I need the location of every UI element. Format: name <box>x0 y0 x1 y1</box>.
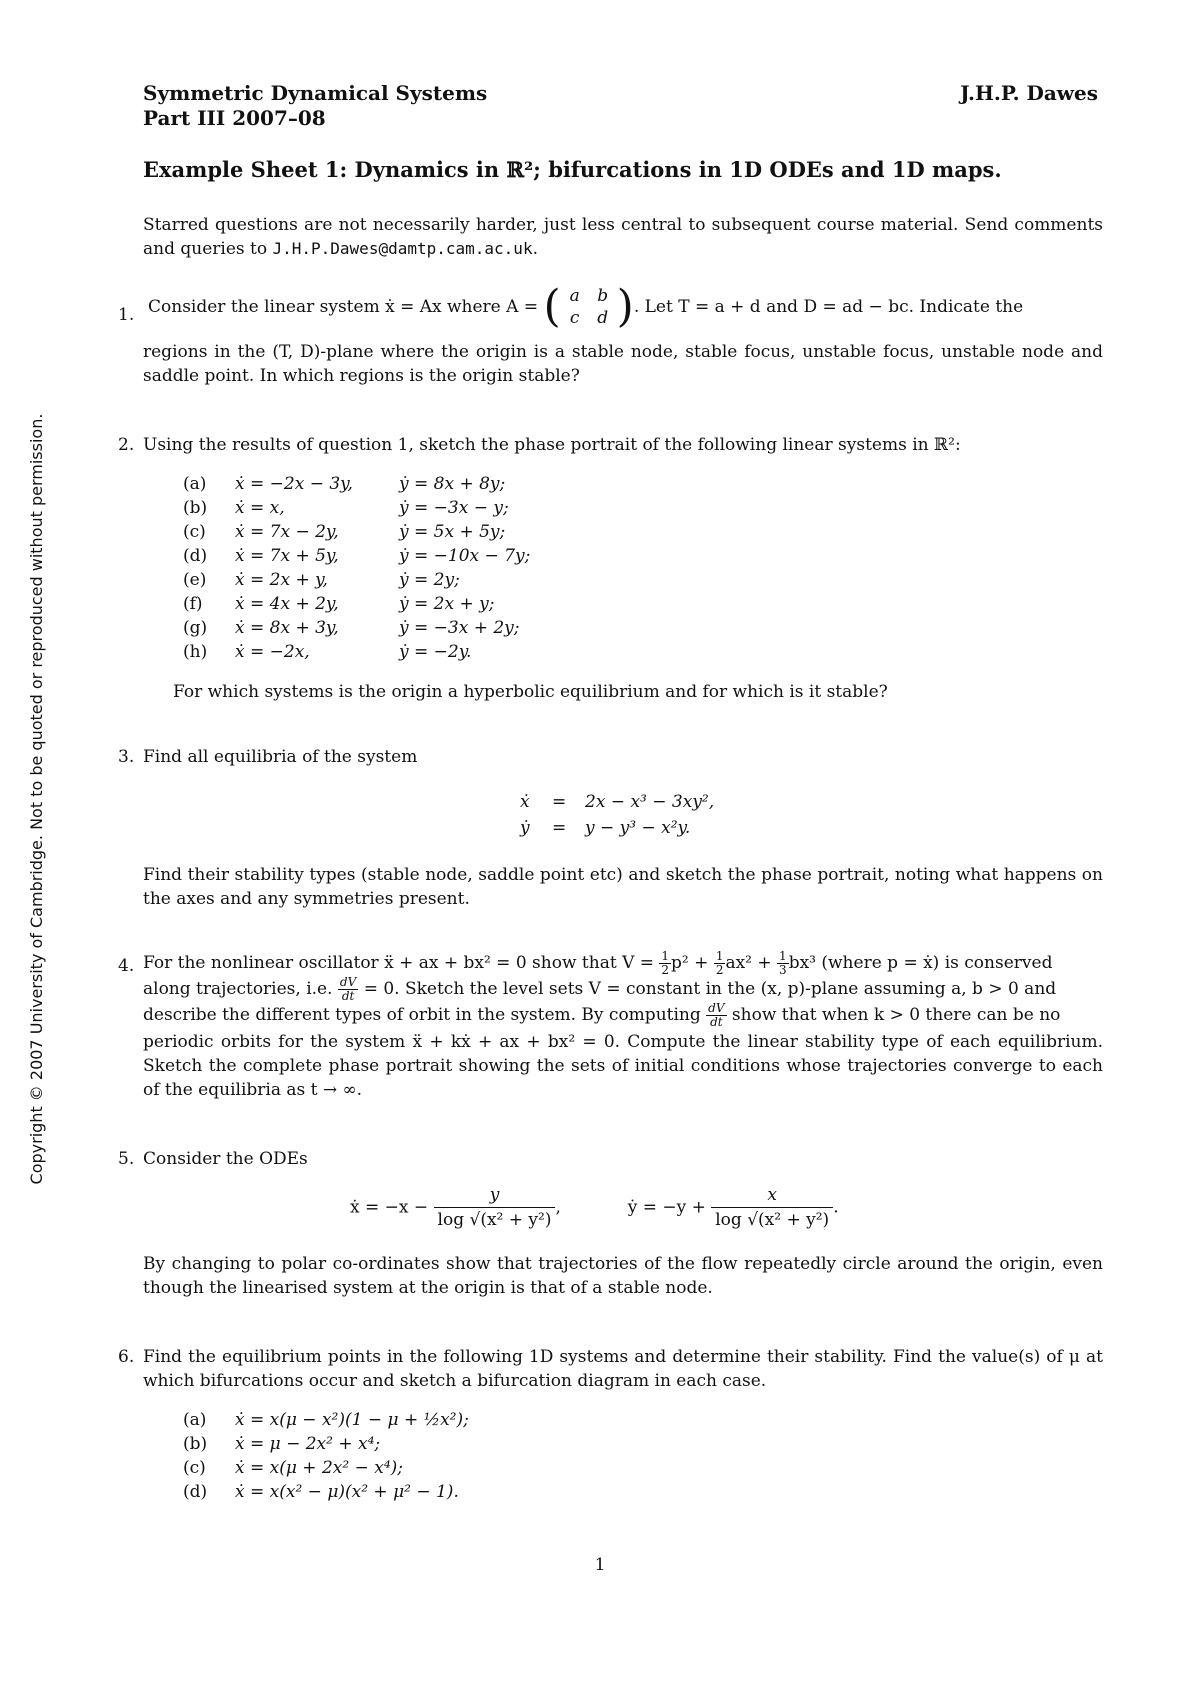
system-label: (a) <box>183 474 207 494</box>
system-ydot: ẏ = 2x + y; <box>399 594 495 614</box>
system-label: (c) <box>183 1458 206 1478</box>
q4-number: 4. <box>118 956 135 976</box>
q2-number: 2. <box>118 435 135 455</box>
page-number: 1 <box>594 1555 606 1575</box>
system-ydot: ẏ = −3x + 2y; <box>399 618 520 638</box>
frac-den: 2 <box>715 963 724 977</box>
frac-num: 1 <box>715 949 724 963</box>
matrix-entry: d <box>597 308 609 328</box>
eq2-sign: = <box>552 818 567 838</box>
q4-l3a: describe the different types of orbit in the system. By computing <box>143 1005 701 1025</box>
eq1-rhs: 2x − x³ − 3xy², <box>585 792 715 812</box>
frac-den: 2 <box>661 963 670 977</box>
frac-den: dt <box>341 989 355 1003</box>
system-ydot: ẏ = 8x + 8y; <box>399 474 506 494</box>
system-equation: ẋ = μ − 2x² + x⁴; <box>235 1434 381 1454</box>
frac-num: 1 <box>779 949 787 963</box>
q4-l2a: along trajectories, i.e. <box>143 979 333 999</box>
q1-lead: Consider the linear system ẋ = Ax where A = <box>148 297 539 317</box>
fraction-dVdt <box>706 1002 726 1029</box>
system-label: (g) <box>183 618 208 638</box>
fraction-dVdt <box>338 976 358 1003</box>
frac-den: dt <box>710 1015 723 1029</box>
contact-email[interactable]: J.H.P.Dawes@damtp.cam.ac.uk <box>272 239 533 258</box>
frac-num: dV <box>708 1001 725 1015</box>
q5-e1-lhs: ẋ = −x − <box>350 1197 429 1218</box>
frac-den: 3 <box>779 963 787 977</box>
intro-end: . <box>532 239 538 259</box>
eq1-lhs: ẋ <box>520 792 530 812</box>
q3-follow: Find their stability types (stable node, saddle point etc) and sketch the phase portrait, noting what happens on the axes and any symmetries present. <box>143 865 1103 909</box>
frac-den: log √(x² + y²) <box>437 1210 552 1230</box>
system-xdot: ẋ = 7x + 5y, <box>235 546 339 566</box>
system-label: (b) <box>183 1434 208 1454</box>
q5-e1-end: , <box>555 1197 561 1218</box>
sheet-title: Example Sheet 1: Dynamics in ℝ²; bifurcations in 1D ODEs and 1D maps. <box>143 157 1002 182</box>
q5-e1-fraction <box>434 1183 556 1232</box>
course-part: Part III 2007–08 <box>143 106 326 130</box>
system-xdot: ẋ = 4x + 2y, <box>235 594 339 614</box>
intro-text: Starred questions are not necessarily harder, just less central to subsequent course material. Send comments and queries to <box>143 215 1103 259</box>
system-xdot: ẋ = −2x − 3y, <box>235 474 353 494</box>
system-xdot: ẋ = x, <box>235 498 285 518</box>
system-label: (a) <box>183 1410 207 1430</box>
q5-text: Consider the ODEs <box>143 1149 308 1169</box>
matrix-entry: b <box>597 286 609 306</box>
q4-line2 <box>143 976 1103 1003</box>
q3-text: Find all equilibria of the system <box>143 747 418 767</box>
matrix-right-paren: ) <box>616 281 634 332</box>
matrix-A <box>561 285 617 329</box>
q1-line2: regions in the (T, D)-plane where the origin is a stable node, stable focus, unstable focus, unstable node and saddle point. In which regions is the origin stable? <box>143 342 1103 386</box>
system-label: (f) <box>183 594 203 614</box>
frac-num: dV <box>339 975 357 989</box>
system-label: (d) <box>183 1482 208 1502</box>
q3-number: 3. <box>118 747 135 767</box>
system-ydot: ẏ = −10x − 7y; <box>399 546 531 566</box>
fraction-half <box>659 950 671 977</box>
system-ydot: ẏ = −3x − y; <box>399 498 509 518</box>
intro-paragraph <box>143 213 1103 261</box>
q4-l1a: For the nonlinear oscillator ẍ + ax + bx² = 0 show that V = <box>143 953 654 973</box>
q4-l3b: show that when k > 0 there can be no <box>731 1005 1061 1025</box>
system-label: (c) <box>183 522 206 542</box>
system-xdot: ẋ = 8x + 3y, <box>235 618 339 638</box>
q6-text: Find the equilibrium points in the following 1D systems and determine their stability. Find the value(s) of μ at which bifurcations occur and sketch a bifurcation diagram in each case. <box>143 1347 1103 1391</box>
eq2-rhs: y − y³ − x²y. <box>585 818 691 838</box>
matrix-entry: c <box>569 308 580 328</box>
q5-equations <box>350 1183 950 1232</box>
q3-equations <box>0 790 1200 842</box>
q2-follow: For which systems is the origin a hyperbolic equilibrium and for which is it stable? <box>173 682 888 702</box>
course-title: Symmetric Dynamical Systems <box>143 81 488 105</box>
frac-num: y <box>434 1183 556 1208</box>
eq1-sign: = <box>552 792 567 812</box>
system-equation: ẋ = x(μ − x²)(1 − μ + ½x²); <box>235 1410 469 1430</box>
q6-number: 6. <box>118 1347 135 1367</box>
q4-rest: periodic orbits for the system ẍ + kẋ + ax + bx² = 0. Compute the linear stability type of each equilibrium. Sketch the complete phase portrait showing the sets of initial conditions whose trajectories converge to each of the equilibria as t → ∞. <box>143 1032 1103 1100</box>
fraction-third <box>777 950 789 977</box>
frac-den: log √(x² + y²) <box>715 1210 830 1230</box>
fraction-half <box>714 950 726 977</box>
system-xdot: ẋ = −2x, <box>235 642 310 662</box>
system-equation: ẋ = x(μ + 2x² − x⁴); <box>235 1458 403 1478</box>
system-label: (b) <box>183 498 208 518</box>
q1-number: 1. <box>118 305 135 325</box>
q4-l1d: bx³ (where p = ẋ) is conserved <box>788 953 1053 973</box>
q4-l1b: p² + <box>671 953 709 973</box>
q5-e2-lhs: ẏ = −y + <box>627 1197 706 1218</box>
system-xdot: ẋ = 2x + y, <box>235 570 328 590</box>
system-label: (d) <box>183 546 208 566</box>
q5-e2-end: . <box>833 1197 839 1218</box>
q4-l2b: = 0. Sketch the level sets V = constant in the (x, p)-plane assuming a, b > 0 and <box>363 979 1057 999</box>
system-ydot: ẏ = 5x + 5y; <box>399 522 506 542</box>
q5-number: 5. <box>118 1149 135 1169</box>
system-label: (h) <box>183 642 208 662</box>
system-equation: ẋ = x(x² − μ)(x² + μ² − 1). <box>235 1482 459 1502</box>
q4-l1c: ax² + <box>725 953 772 973</box>
frac-num: x <box>711 1183 833 1208</box>
q4-line1 <box>143 950 1103 977</box>
q1-line1 <box>148 281 1108 341</box>
frac-num: 1 <box>661 949 670 963</box>
q5-e2-fraction <box>711 1183 833 1232</box>
system-ydot: ẏ = 2y; <box>399 570 460 590</box>
eq2-lhs: ẏ <box>520 818 530 838</box>
q4-line3 <box>143 1002 1103 1029</box>
system-label: (e) <box>183 570 207 590</box>
copyright-notice: Copyright © 2007 University of Cambridge. Not to be quoted or reproduced without permission. <box>27 413 46 1185</box>
system-ydot: ẏ = −2y. <box>399 642 472 662</box>
matrix-left-paren: ( <box>543 281 561 332</box>
system-xdot: ẋ = 7x − 2y, <box>235 522 339 542</box>
q1-rest: . Let T = a + d and D = ad − bc. Indicate the <box>633 297 1024 317</box>
q5-follow: By changing to polar co-ordinates show that trajectories of the flow repeatedly circle around the origin, even though the linearised system at the origin is that of a stable node. <box>143 1254 1103 1298</box>
q2-text: Using the results of question 1, sketch the phase portrait of the following linear systems in ℝ²: <box>143 435 961 455</box>
matrix-entry: a <box>569 286 580 306</box>
author-name: J.H.P. Dawes <box>960 81 1098 105</box>
